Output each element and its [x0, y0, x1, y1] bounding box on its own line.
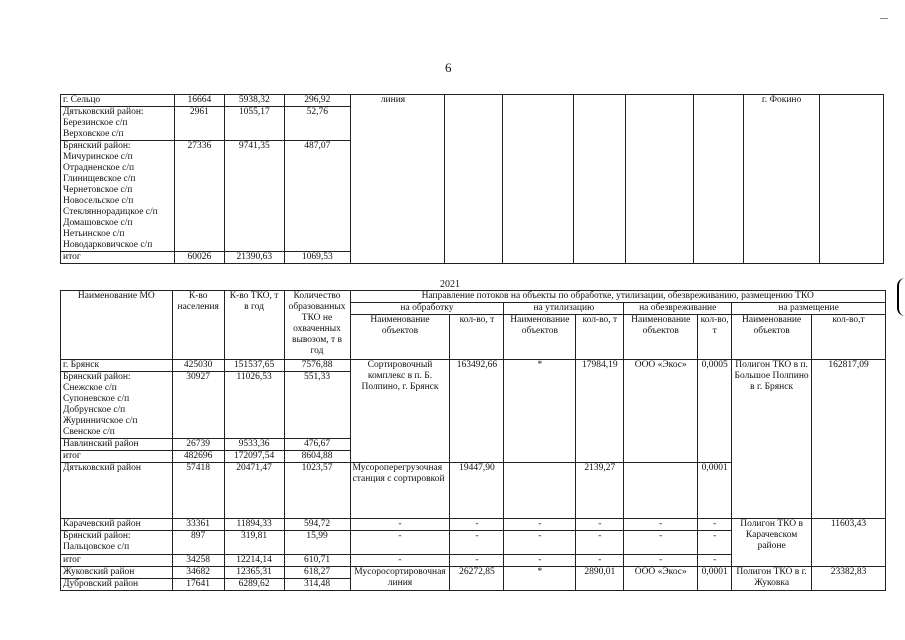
- mo-name-cell: Брянский район: Снежское с/п Супоневское с/п Добрунское с/п Журинничское с/п Свенское с/п: [61, 372, 173, 439]
- mo-name-cell: Брянский район: Пальцовское с/п: [61, 531, 173, 555]
- tko-cell: 20471,47: [224, 463, 284, 519]
- processing-qty-cell: 163492,66: [450, 360, 504, 463]
- tko-cell: 172097,54: [224, 451, 284, 463]
- tko-cell: 1055,17: [224, 107, 284, 141]
- population-cell: 34258: [172, 555, 224, 567]
- uncovered-cell: 1069,53: [284, 252, 350, 264]
- population-cell: 26739: [172, 439, 224, 451]
- header-placement: на размещение: [732, 303, 886, 315]
- mo-name-cell: итог: [61, 451, 173, 463]
- mo-name-cell: Дятьковский район: Березинское с/п Верховское с/п: [61, 107, 175, 141]
- dash-cell: -: [698, 519, 732, 531]
- header-utilization-qty: кол-во, т: [576, 315, 624, 360]
- uncovered-cell: 15,99: [284, 531, 350, 555]
- header-mo-name: Наименование МО: [61, 291, 173, 360]
- tko-cell: 9741,35: [224, 141, 284, 252]
- dash-cell: -: [450, 555, 504, 567]
- page-number: 6: [445, 60, 452, 75]
- utilization-qty-cell: 2890,01: [576, 567, 624, 591]
- population-cell: 16664: [174, 95, 224, 107]
- utilization-qty-cell: 2139,27: [576, 463, 624, 519]
- waste-flow-table-2021: [60, 290, 886, 591]
- header-uncovered: Количество образованных ТКО не охваченных вывозом, т в год: [284, 291, 350, 360]
- uncovered-cell: 610,71: [284, 555, 350, 567]
- population-cell: 33361: [172, 519, 224, 531]
- uncovered-cell: 551,33: [284, 372, 350, 439]
- processing-object-cell: [350, 95, 444, 264]
- uncovered-cell: 618,27: [284, 567, 350, 579]
- tko-cell: 6289,62: [224, 579, 284, 591]
- header-utilization: на утилизацию: [504, 303, 624, 315]
- dash-cell: -: [350, 555, 450, 567]
- header-neutralization-qty: кол-во, т: [698, 315, 732, 360]
- neutralization-qty-cell: 0,0005: [698, 360, 732, 463]
- header-processing-object: Наименование объектов: [350, 315, 450, 360]
- mo-name-cell: Жуковский район: [61, 567, 173, 579]
- header-placement-qty: кол-во,т: [812, 315, 886, 360]
- uncovered-cell: 476,67: [284, 439, 350, 451]
- continuation-table: [60, 94, 884, 264]
- uncovered-cell: 594,72: [284, 519, 350, 531]
- empty-cell: [444, 95, 502, 264]
- processing-object-cell: Мусороперегрузочная станция с сортировкой: [350, 463, 450, 519]
- population-cell: 34682: [172, 567, 224, 579]
- placement-qty-cell: 162817,09: [812, 360, 886, 519]
- mo-name-cell: Дубровский район: [61, 579, 173, 591]
- uncovered-cell: 8604,88: [284, 451, 350, 463]
- placement-qty-cell: 23382,83: [812, 567, 886, 591]
- tko-cell: 151537,65: [224, 360, 284, 372]
- population-cell: 2961: [174, 107, 224, 141]
- dash-cell: -: [698, 555, 732, 567]
- dash-cell: -: [624, 531, 698, 555]
- empty-cell: [574, 95, 626, 264]
- placement-object-cell: [744, 95, 820, 264]
- header-neutralization-object: Наименование объектов: [624, 315, 698, 360]
- population-cell: 60026: [174, 252, 224, 264]
- dash-cell: -: [698, 531, 732, 555]
- tko-cell: 11026,53: [224, 372, 284, 439]
- header-processing-qty: кол-во, т: [450, 315, 504, 360]
- population-cell: 27336: [174, 141, 224, 252]
- mo-name-cell: итог: [61, 252, 175, 264]
- mo-name-cell: Брянский район: Мичуринское с/п Отрадненское с/п Глинищевское с/п Чернетовское с/п Новосельское с/п Стекляннорадицкое с/п Домашовское с/п Нетьинское с/п Новодарковичское с/п: [61, 141, 175, 252]
- tko-cell: 12365,31: [224, 567, 284, 579]
- mo-name-cell: Навлинский район: [61, 439, 173, 451]
- placement-object-label: г. Фокино: [761, 95, 802, 105]
- dash-cell: -: [504, 531, 576, 555]
- dash-cell: -: [450, 531, 504, 555]
- processing-object-label: линия: [380, 95, 406, 105]
- tko-cell: 5938,32: [224, 95, 284, 107]
- empty-cell: [502, 95, 574, 264]
- table-row: [61, 95, 884, 107]
- population-cell: 425030: [172, 360, 224, 372]
- dash-cell: -: [350, 531, 450, 555]
- uncovered-cell: 52,76: [284, 107, 350, 141]
- empty-cell: [626, 95, 694, 264]
- table-row: [61, 519, 886, 531]
- header-neutralization: на обезвреживание: [624, 303, 732, 315]
- mo-name-cell: г. Сельцо: [61, 95, 175, 107]
- placement-object-cell: Полигон ТКО в г. Жуковка: [732, 567, 812, 591]
- uncovered-cell: 7576,88: [284, 360, 350, 372]
- scan-edge-mark: [897, 278, 905, 316]
- dash-cell: -: [504, 555, 576, 567]
- placement-object-cell: Полигон ТКО в п. Большое Полпино в г. Брянск: [732, 360, 812, 519]
- empty-cell: [694, 95, 744, 264]
- uncovered-cell: 1023,57: [284, 463, 350, 519]
- empty-cell: [820, 95, 884, 264]
- neutralization-qty-cell: 0,0001: [698, 567, 732, 591]
- mo-name-cell: г. Брянск: [61, 360, 173, 372]
- mo-name-cell: Дятьковский район: [61, 463, 173, 519]
- processing-qty-cell: 19447,90: [450, 463, 504, 519]
- dash-cell: -: [576, 555, 624, 567]
- dash-cell: -: [450, 519, 504, 531]
- neutralization-object-cell: [624, 463, 698, 519]
- dash-cell: -: [350, 519, 450, 531]
- dash-cell: -: [624, 555, 698, 567]
- year-label: 2021: [440, 279, 460, 290]
- tko-cell: 9533,36: [224, 439, 284, 451]
- header-directions: Направление потоков на объекты по обработке, утилизации, обезвреживанию, размещению ТКО: [350, 291, 886, 303]
- utilization-object-cell: *: [504, 567, 576, 591]
- placement-qty-cell: 11603,43: [812, 519, 886, 567]
- scan-speck: [880, 18, 888, 19]
- header-processing: на обработку: [350, 303, 504, 315]
- tko-cell: 21390,63: [224, 252, 284, 264]
- neutralization-object-cell: ООО «Экос»: [624, 360, 698, 463]
- processing-object-cell: Мусоросортировочная линия: [350, 567, 450, 591]
- uncovered-cell: 487,07: [284, 141, 350, 252]
- population-cell: 57418: [172, 463, 224, 519]
- population-cell: 17641: [172, 579, 224, 591]
- uncovered-cell: 296,92: [284, 95, 350, 107]
- header-placement-object: Наименование объектов: [732, 315, 812, 360]
- processing-object-cell: Сортировочный комплекс в п. Б. Полпино, г. Брянск: [350, 360, 450, 463]
- tko-cell: 11894,33: [224, 519, 284, 531]
- population-cell: 30927: [172, 372, 224, 439]
- table-row: [61, 567, 886, 579]
- population-cell: 897: [172, 531, 224, 555]
- tko-cell: 319,81: [224, 531, 284, 555]
- utilization-object-cell: [504, 463, 576, 519]
- utilization-qty-cell: 17984,19: [576, 360, 624, 463]
- header-utilization-object: Наименование объектов: [504, 315, 576, 360]
- utilization-object-cell: *: [504, 360, 576, 463]
- header-row: [61, 291, 886, 303]
- mo-name-cell: итог: [61, 555, 173, 567]
- dash-cell: -: [624, 519, 698, 531]
- uncovered-cell: 314,48: [284, 579, 350, 591]
- mo-name-cell: Карачевский район: [61, 519, 173, 531]
- processing-qty-cell: 26272,85: [450, 567, 504, 591]
- dash-cell: -: [576, 531, 624, 555]
- neutralization-object-cell: ООО «Экос»: [624, 567, 698, 591]
- header-population: К-во населения: [172, 291, 224, 360]
- tko-cell: 12214,14: [224, 555, 284, 567]
- neutralization-qty-cell: 0,0001: [698, 463, 732, 519]
- table-row: [61, 360, 886, 372]
- header-tko-year: К-во ТКО, т в год: [224, 291, 284, 360]
- population-cell: 482696: [172, 451, 224, 463]
- placement-object-cell: Полигон ТКО в Карачевском районе: [732, 519, 812, 567]
- dash-cell: -: [504, 519, 576, 531]
- dash-cell: -: [576, 519, 624, 531]
